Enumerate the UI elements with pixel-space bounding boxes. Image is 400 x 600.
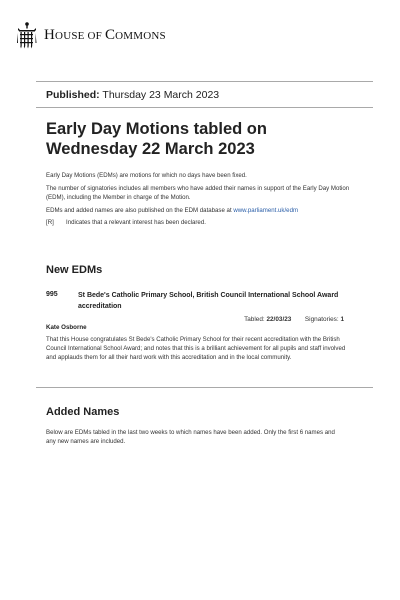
- intro-paragraph-3: [46, 206, 356, 215]
- page-title-line2: Wednesday 22 March 2023: [46, 139, 255, 158]
- published-label: Published:: [46, 89, 100, 101]
- added-names-heading: Added Names: [46, 406, 120, 418]
- edm-motion-text: That this House congratulates St Bede's Catholic Primary School for their recent accreditation with the British Council International School Award; and notes that this is a brilliant achievement for all pupils and staff involved and applauds them for all their hard work with this accreditation and in the local community.: [46, 336, 346, 362]
- edm-number: 995: [46, 291, 58, 298]
- edm-meta: [244, 316, 344, 323]
- org-name-initial: H: [44, 26, 56, 43]
- org-name-last: OMMONS: [115, 29, 166, 42]
- published-date: Thursday 23 March 2023: [102, 89, 220, 101]
- header: [16, 20, 166, 50]
- tabled-date: 22/03/23: [266, 316, 292, 323]
- intro-edm-database-text: EDMs and added names are also published on the EDM database at: [46, 206, 234, 214]
- new-edms-heading: New EDMs: [46, 264, 103, 276]
- edm-database-link[interactable]: www.parliament.uk/edm: [233, 206, 299, 214]
- signatories-count: 1: [340, 316, 344, 323]
- added-names-text: Below are EDMs tabled in the last two weeks to which names have been added. Only the first 6 names and any new names are included.: [46, 429, 335, 446]
- intro-paragraph-2: The number of signatories includes all members who have added their names in support of the Early Day Motion (EDM), including the Member in charge of the Motion.: [46, 184, 350, 201]
- org-name-c: C: [104, 26, 116, 43]
- edm-sponsor: Kate Osborne: [46, 324, 87, 331]
- intro: [46, 171, 356, 231]
- page-title: [46, 120, 366, 159]
- interest-flag-description: Indicates that a relevant interest has been declared.: [66, 219, 206, 227]
- intro-paragraph-4: [46, 218, 356, 227]
- divider-top: [36, 81, 373, 82]
- tabled-label: Tabled:: [244, 316, 265, 323]
- intro-paragraph-1: Early Day Motions (EDMs) are motions for which no days have been fixed.: [46, 172, 247, 179]
- portcullis-icon: [16, 21, 38, 49]
- page-title-line1: Early Day Motions tabled on: [46, 120, 267, 138]
- org-name-mid: OUSE OF: [55, 29, 105, 42]
- edm-title: St Bede's Catholic Primary School, British Council International School Award accreditation: [78, 292, 339, 310]
- divider-published: [36, 107, 373, 108]
- signatories-label: Signatories:: [304, 316, 339, 323]
- divider-added-names: [36, 387, 373, 388]
- org-name: [44, 27, 166, 44]
- published-line: [46, 89, 219, 101]
- interest-flag: [R]: [46, 219, 54, 227]
